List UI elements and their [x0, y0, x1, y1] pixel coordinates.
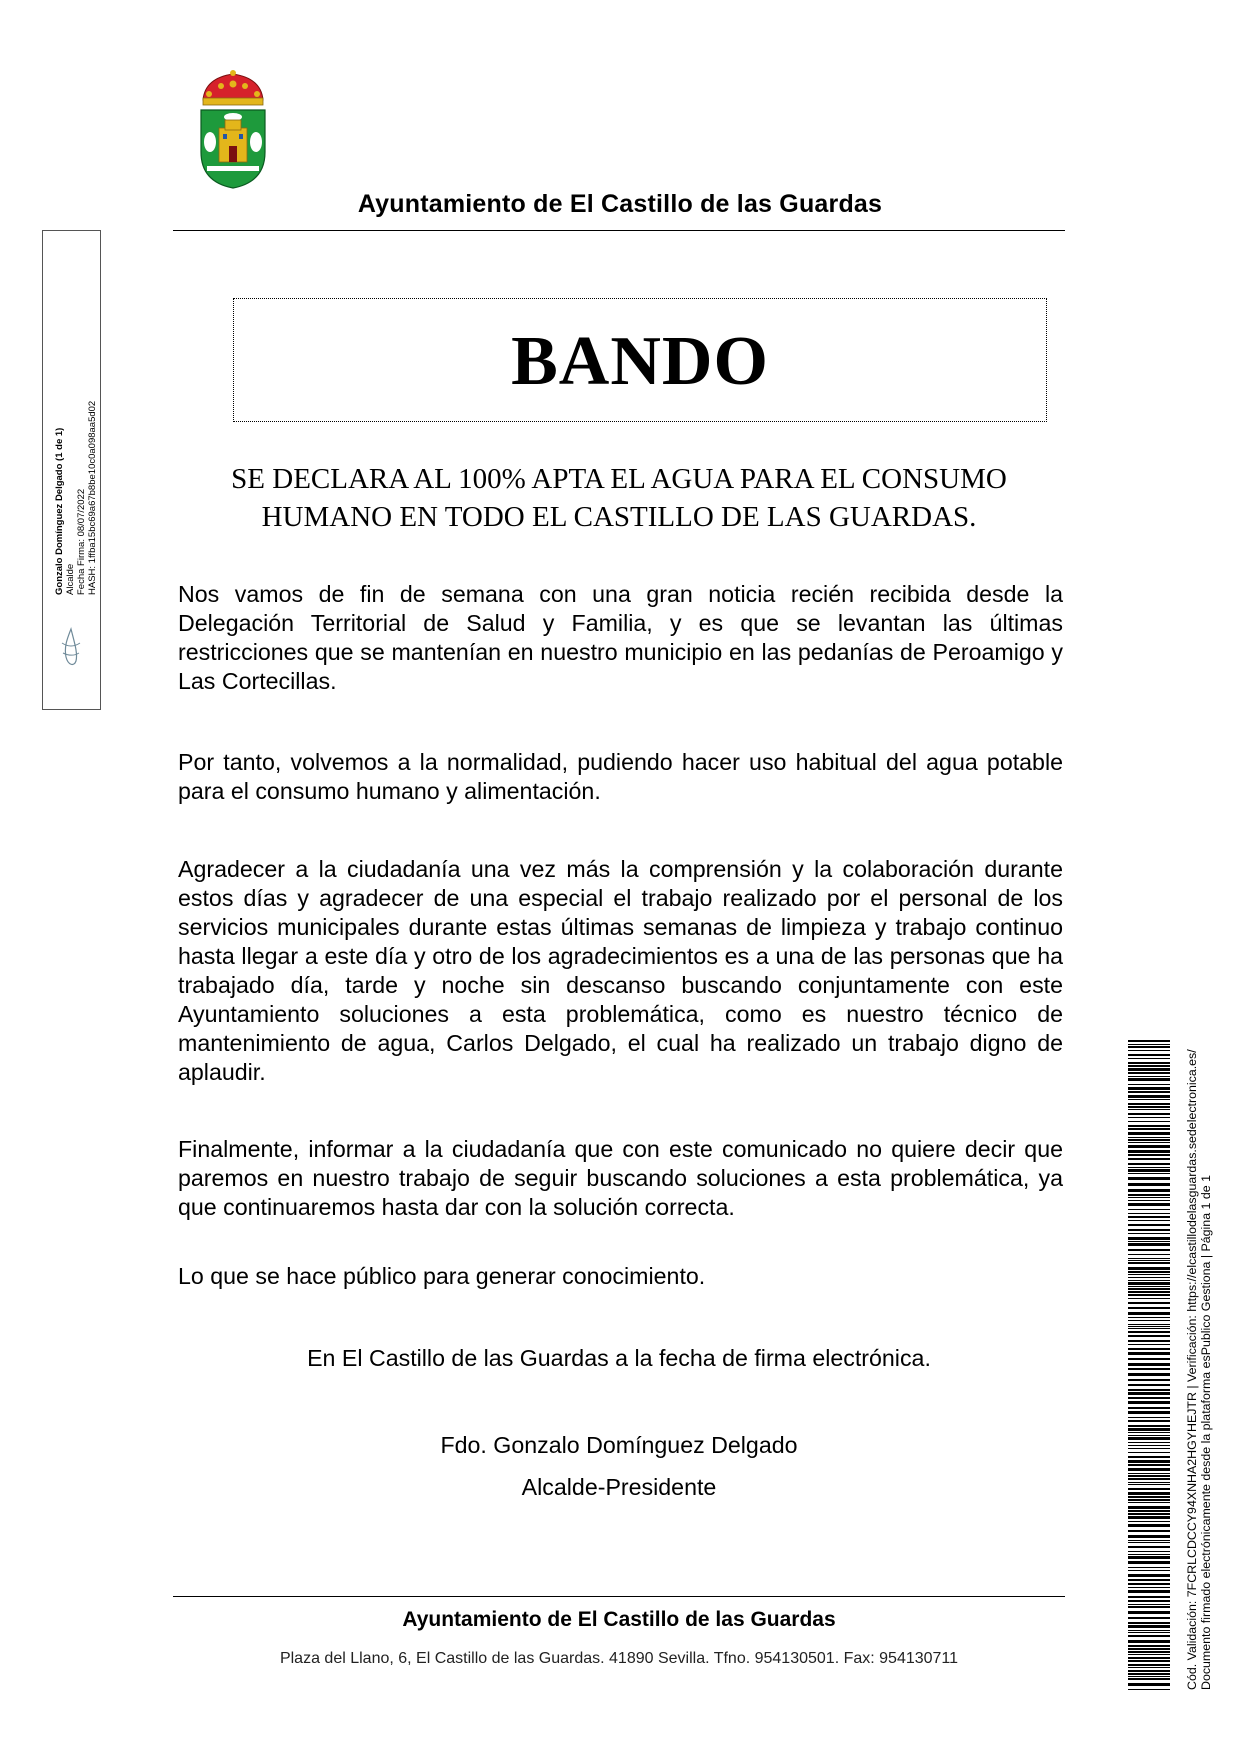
bando-headline	[173, 460, 1065, 536]
place-date: En El Castillo de las Guardas a la fecha de firma electrónica.	[307, 1345, 931, 1371]
bando-title-box	[233, 298, 1047, 422]
validation-line-2: Documento firmado electrónicamente desde la plataforma esPublico Gestiona | Página 1 de 1	[1199, 1175, 1213, 1690]
coat-of-arms-logo	[195, 70, 271, 190]
stamp-signer: Gonzalo Domínguez Delgado (1 de 1)	[54, 427, 65, 595]
paragraph: Por tanto, volvemos a la normalidad, pudiendo hacer uso habitual del agua potable para el consumo humano y alimentación.	[178, 749, 1063, 804]
seal-icon	[58, 625, 84, 671]
footer-organization: Ayuntamiento de El Castillo de las Guardas	[402, 1608, 836, 1631]
validation-text	[1185, 1040, 1221, 1690]
signature-role: Alcalde-Presidente	[521, 1474, 717, 1500]
validation-barcode	[1128, 1040, 1170, 1690]
stamp-date: Fecha Firma: 08/07/2022	[76, 488, 87, 595]
validation-line-1: Cód. Validación: 7FCRLCDCCY94XNHA2HGYHEJTR | Verificación: https://elcastillodelasguardas.sedelectronica.es/	[1185, 1049, 1199, 1690]
stamp-role: Alcalde	[65, 563, 76, 595]
header-organization: Ayuntamiento de El Castillo de las Guardas	[357, 190, 883, 218]
footer-address: Plaza del Llano, 6, El Castillo de las Guardas. 41890 Sevilla. Tfno. 954130501. Fax: 954130711	[279, 1650, 959, 1667]
stamp-hash: HASH: 1ffba15bc69a67b8be10c0a098aa5d02	[87, 400, 98, 595]
paragraph: Lo que se hace público para generar conocimiento.	[178, 1263, 706, 1289]
headline-line-1: SE DECLARA AL 100% APTA EL AGUA PARA EL CONSUMO	[231, 463, 1007, 495]
bando-title: BANDO	[511, 323, 769, 400]
paragraph: Agradecer a la ciudadanía una vez más la comprensión y la colaboración durante estos días y agradecer de una especial el trabajo realizado por el personal de los servicios municipales durante estas últimas semanas de limpieza y trabajo continuo hasta llegar a este día y otro de los agradecimientos es a una de las personas que ha trabajado día, tarde y noche sin descanso buscando conjuntamente con este Ayuntamiento soluciones a esta problemática, como es nuestro técnico de mantenimiento de agua, Carlos Delgado, el cual ha realizado un trabajo digno de aplaudir.	[178, 856, 1063, 1085]
signature-name: Fdo. Gonzalo Domínguez Delgado	[440, 1432, 798, 1458]
headline-line-2: HUMANO EN TODO EL CASTILLO DE LAS GUARDAS.	[261, 501, 977, 533]
footer-rule	[173, 1596, 1065, 1597]
signature-stamp-text	[54, 355, 112, 595]
paragraph: Finalmente, informar a la ciudadanía que con este comunicado no quiere decir que paremos en nuestro trabajo de seguir buscando soluciones a esta problemática, ya que continuaremos hasta dar con la solución correcta.	[178, 1136, 1063, 1220]
header-rule	[173, 230, 1065, 231]
paragraph: Nos vamos de fin de semana con una gran noticia recién recibida desde la Delegación Territorial de Salud y Familia, y es que se levantan las últimas restricciones que se mantenían en nuestro municipio en las pedanías de Peroamigo y Las Cortecillas.	[178, 581, 1063, 694]
